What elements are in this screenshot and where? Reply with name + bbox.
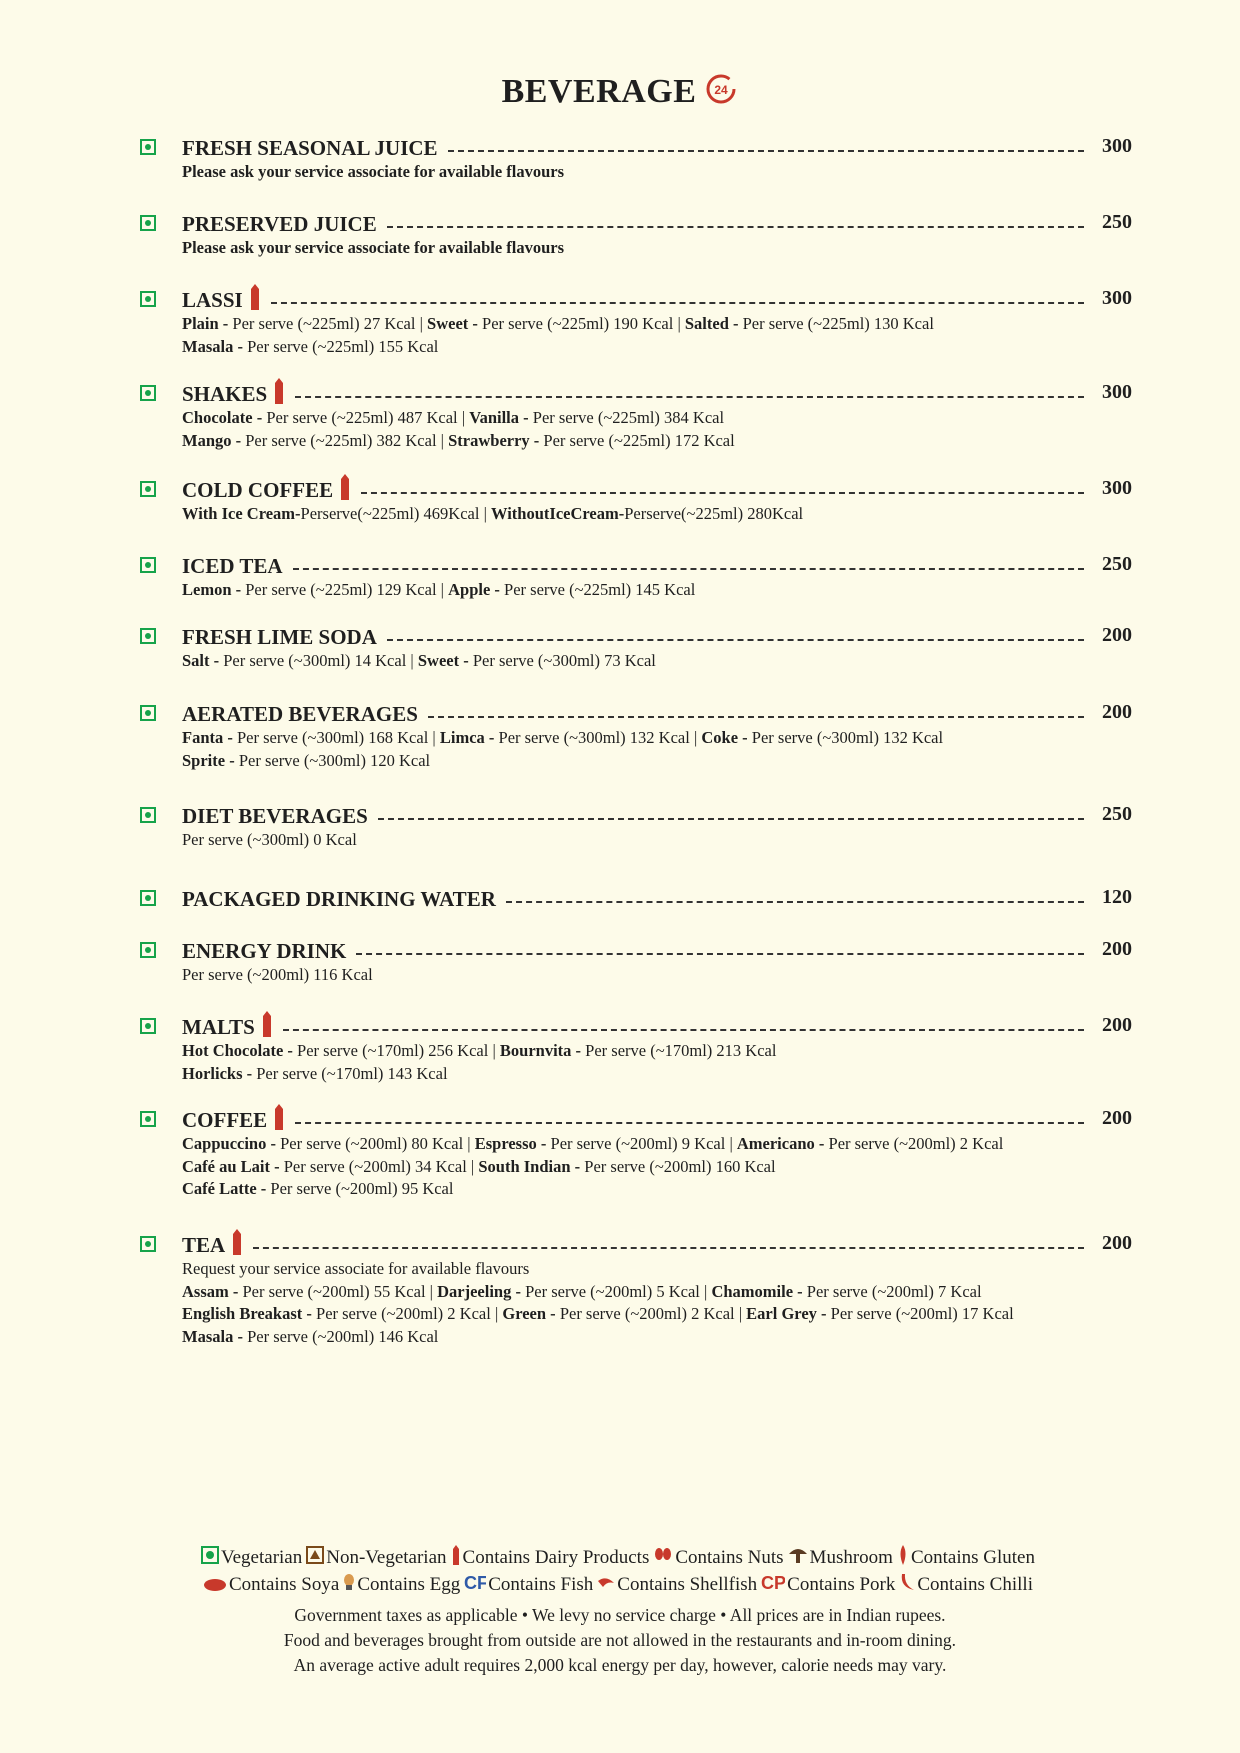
veg-icon bbox=[201, 1546, 219, 1571]
variant-label: WithoutIceCream- bbox=[491, 504, 625, 523]
nutrition-info: Per serve (~170ml) 143 Kcal bbox=[256, 1063, 448, 1083]
variant-label: Chamomile - bbox=[711, 1281, 807, 1301]
separator: | bbox=[490, 1304, 503, 1323]
item-description bbox=[182, 336, 438, 359]
leader-dots bbox=[295, 396, 1084, 398]
veg-icon bbox=[140, 1018, 156, 1034]
veg-icon bbox=[140, 942, 156, 958]
veg-icon bbox=[140, 1236, 156, 1252]
variant-label: Café Latte - bbox=[182, 1179, 271, 1198]
variant-label: Sweet - bbox=[417, 651, 473, 670]
variant-label: Salt - bbox=[182, 651, 224, 670]
item-title-row bbox=[182, 477, 1084, 503]
item-title-row bbox=[182, 938, 1084, 964]
leader-dots bbox=[378, 818, 1084, 820]
nutrition-info: Request your service associate for available flavours bbox=[182, 1259, 530, 1278]
legend-label: Vegetarian bbox=[221, 1547, 303, 1568]
nutrition-info: Per serve (~300ml) 14 Kcal bbox=[223, 651, 407, 670]
variant-label: Earl Grey - bbox=[746, 1304, 831, 1323]
separator: | bbox=[406, 651, 418, 670]
veg-icon bbox=[140, 557, 156, 573]
variant-label: Vanilla - bbox=[469, 408, 533, 427]
footer-line-kcal: An average active adult requires 2,000 kcal energy per day, however, calorie needs may vary. bbox=[293, 1655, 947, 1675]
item-name: PRESERVED JUICE bbox=[182, 211, 377, 236]
item-price: 300 bbox=[1102, 135, 1132, 157]
dairy-icon bbox=[273, 1103, 285, 1131]
item-description bbox=[182, 727, 943, 750]
variant-label: Fanta - bbox=[182, 728, 237, 747]
legend-label: Contains Dairy Products bbox=[462, 1547, 650, 1568]
page-header bbox=[0, 72, 1240, 111]
item-name: FRESH SEASONAL JUICE bbox=[182, 135, 438, 160]
item-description bbox=[182, 1258, 529, 1281]
nutrition-info: Per serve (~200ml) 95 Kcal bbox=[270, 1179, 454, 1198]
item-name: COFFEE bbox=[182, 1107, 268, 1132]
item-price: 300 bbox=[1102, 477, 1132, 499]
item-description bbox=[182, 1178, 453, 1201]
svg-text:CP: CP bbox=[761, 1573, 786, 1592]
variant-label: Café au Lait - bbox=[182, 1156, 284, 1176]
item-description bbox=[182, 1281, 982, 1304]
variant-label: Plain - bbox=[182, 314, 233, 333]
nutrition-info: Per serve (~200ml) 17 Kcal bbox=[830, 1304, 1014, 1323]
item-name: LASSI bbox=[182, 287, 243, 312]
legend-label: Contains Chilli bbox=[917, 1574, 1033, 1596]
legend-label: Contains Gluten bbox=[910, 1547, 1035, 1568]
chilli-icon bbox=[899, 1573, 915, 1598]
item-price: 120 bbox=[1102, 886, 1132, 908]
nutrition-info: Per serve (~300ml) 168 Kcal bbox=[237, 728, 429, 747]
item-description bbox=[182, 313, 934, 336]
item-price: 300 bbox=[1102, 287, 1132, 309]
item-description bbox=[182, 1156, 776, 1179]
separator: | bbox=[463, 1134, 475, 1153]
separator: | bbox=[466, 1156, 479, 1176]
item-description bbox=[182, 407, 724, 430]
variant-label: Coke - bbox=[701, 728, 752, 747]
pork-icon bbox=[761, 1573, 785, 1598]
nutrition-info: Per serve (~200ml) 34 Kcal bbox=[283, 1156, 467, 1176]
legend-row-2 bbox=[0, 1572, 1240, 1598]
nutrition-info: Perserve(~225ml) 469Kcal bbox=[300, 504, 480, 523]
variant-label: English Breakast - bbox=[182, 1304, 317, 1323]
veg-icon bbox=[140, 890, 156, 906]
badge-label: 24 bbox=[714, 83, 729, 97]
separator: | bbox=[488, 1041, 500, 1060]
24-hour-badge-icon bbox=[704, 72, 738, 111]
separator: | bbox=[457, 408, 470, 427]
soya-icon bbox=[203, 1573, 227, 1598]
nutrition-info: Per serve (~225ml) 155 Kcal bbox=[247, 336, 439, 356]
legend-label: Contains Nuts bbox=[675, 1547, 784, 1568]
veg-icon bbox=[140, 481, 156, 497]
nutrition-info: Per serve (~200ml) 116 Kcal bbox=[182, 965, 373, 984]
item-name: ICED TEA bbox=[182, 553, 283, 578]
item-price: 200 bbox=[1102, 701, 1132, 723]
variant-label: Horlicks - bbox=[182, 1063, 257, 1083]
nutrition-info: Per serve (~200ml) 7 Kcal bbox=[806, 1281, 982, 1301]
nutrition-info: Per serve (~225ml) 190 Kcal bbox=[482, 314, 674, 333]
nutrition-info: Per serve (~200ml) 2 Kcal bbox=[559, 1304, 735, 1323]
shellfish-icon bbox=[597, 1573, 615, 1598]
gluten-icon bbox=[897, 1545, 909, 1572]
veg-icon bbox=[140, 1111, 156, 1127]
separator: | bbox=[699, 1281, 712, 1301]
item-title-row bbox=[182, 287, 1084, 313]
variant-label: Salted - bbox=[684, 314, 743, 333]
veg-icon bbox=[140, 807, 156, 823]
leader-dots bbox=[293, 568, 1084, 570]
nutrition-info: Per serve (~300ml) 0 Kcal bbox=[182, 830, 357, 849]
separator: | bbox=[436, 430, 449, 450]
item-description bbox=[182, 1133, 1003, 1156]
item-name: AERATED BEVERAGES bbox=[182, 701, 418, 726]
item-name: ENERGY DRINK bbox=[182, 938, 347, 963]
separator: | bbox=[689, 728, 702, 747]
item-name: SHAKES bbox=[182, 381, 268, 406]
page-title: BEVERAGE bbox=[501, 72, 697, 110]
separator: | bbox=[428, 728, 440, 747]
leader-dots bbox=[253, 1247, 1084, 1249]
nutrition-info: Per serve (~225ml) 487 Kcal bbox=[266, 408, 458, 427]
nutrition-info: Per serve (~300ml) 73 Kcal bbox=[472, 651, 656, 670]
nutrition-info: Per serve (~225ml) 382 Kcal bbox=[245, 430, 437, 450]
legend-label: Contains Egg bbox=[357, 1574, 461, 1596]
legend-row-1 bbox=[0, 1545, 1240, 1572]
nutrition-info: Per serve (~200ml) 55 Kcal bbox=[242, 1281, 426, 1301]
dairy-icon bbox=[261, 1010, 273, 1038]
legend-label: Mushroom bbox=[809, 1547, 893, 1568]
leader-dots bbox=[387, 639, 1084, 641]
nutrition-info: Per serve (~170ml) 213 Kcal bbox=[585, 1041, 777, 1060]
separator: | bbox=[415, 314, 428, 333]
separator: | bbox=[734, 1304, 747, 1323]
legend-label: Contains Pork bbox=[787, 1574, 896, 1596]
leader-dots bbox=[295, 1122, 1084, 1124]
item-description bbox=[182, 1040, 776, 1063]
veg-icon bbox=[140, 385, 156, 401]
nutrition-info: Per serve (~170ml) 256 Kcal bbox=[297, 1041, 489, 1060]
veg-icon bbox=[140, 215, 156, 231]
item-title-row bbox=[182, 1232, 1084, 1258]
legend-label: Non-Vegetarian bbox=[326, 1547, 447, 1568]
item-title-row bbox=[182, 803, 1084, 829]
nutrition-info: Per serve (~200ml) 146 Kcal bbox=[247, 1326, 439, 1346]
veg-icon bbox=[140, 628, 156, 644]
item-price: 250 bbox=[1102, 803, 1132, 825]
nutrition-info: Per serve (~300ml) 120 Kcal bbox=[238, 750, 431, 770]
item-price: 250 bbox=[1102, 553, 1132, 575]
variant-label: Sprite - bbox=[182, 750, 239, 770]
nutrition-info: Per serve (~200ml) 5 Kcal bbox=[525, 1281, 700, 1301]
legend-label: Contains Shellfish bbox=[617, 1574, 758, 1596]
nuts-icon bbox=[653, 1546, 673, 1571]
item-name: PACKAGED DRINKING WATER bbox=[182, 886, 496, 911]
footer-notes bbox=[0, 1603, 1240, 1678]
item-description bbox=[182, 579, 695, 602]
nutrition-info: Per serve (~200ml) 9 Kcal bbox=[550, 1134, 726, 1153]
variant-label: Espresso - bbox=[474, 1134, 551, 1153]
leader-dots bbox=[387, 226, 1084, 228]
item-price: 200 bbox=[1102, 938, 1132, 960]
veg-icon bbox=[140, 139, 156, 155]
nutrition-info: Please ask your service associate for available flavours bbox=[182, 162, 565, 181]
item-description bbox=[182, 650, 656, 673]
item-description bbox=[182, 964, 373, 987]
item-title-row bbox=[182, 381, 1084, 407]
fish-icon bbox=[464, 1573, 486, 1598]
nutrition-info: Per serve (~225ml) 172 Kcal bbox=[543, 430, 735, 450]
item-title-row bbox=[182, 135, 1084, 161]
nutrition-info: Please ask your service associate for available flavours bbox=[182, 238, 565, 257]
item-name: COLD COFFEE bbox=[182, 477, 334, 502]
svg-text:CF: CF bbox=[464, 1573, 487, 1592]
item-name: MALTS bbox=[182, 1014, 255, 1039]
variant-label: Bournvita - bbox=[499, 1041, 586, 1060]
nutrition-info: Per serve (~200ml) 2 Kcal bbox=[316, 1304, 491, 1323]
item-title-row bbox=[182, 624, 1084, 650]
item-title-row bbox=[182, 553, 1084, 579]
non-veg-icon bbox=[306, 1546, 324, 1571]
variant-label: Mango - bbox=[182, 430, 246, 450]
legend-label: Contains Soya bbox=[229, 1574, 340, 1596]
variant-label: Americano - bbox=[736, 1134, 829, 1153]
leader-dots bbox=[428, 716, 1084, 718]
legend-label: Contains Fish bbox=[488, 1574, 594, 1596]
item-description bbox=[182, 237, 564, 260]
separator: | bbox=[725, 1134, 737, 1153]
leader-dots bbox=[506, 901, 1084, 903]
item-price: 200 bbox=[1102, 1232, 1132, 1254]
item-description bbox=[182, 503, 803, 526]
item-price: 200 bbox=[1102, 624, 1132, 646]
variant-label: Sweet - bbox=[427, 314, 483, 333]
nutrition-info: Per serve (~225ml) 384 Kcal bbox=[532, 408, 725, 427]
footer-line-tax: Government taxes as applicable • We levy no service charge • All prices are in Indian rupees. bbox=[294, 1605, 946, 1625]
footer-line-outside-food: Food and beverages brought from outside are not allowed in the restaurants and in-room dining. bbox=[283, 1630, 957, 1650]
veg-icon bbox=[140, 291, 156, 307]
item-name: DIET BEVERAGES bbox=[182, 803, 368, 828]
mushroom-icon bbox=[788, 1546, 808, 1571]
variant-label: Green - bbox=[502, 1304, 560, 1323]
item-price: 250 bbox=[1102, 211, 1132, 233]
nutrition-info: Perserve(~225ml) 280Kcal bbox=[624, 504, 804, 523]
dairy-icon bbox=[273, 377, 285, 405]
item-title-row bbox=[182, 1014, 1084, 1040]
variant-label: Cappuccino - bbox=[182, 1134, 281, 1153]
variant-label: Chocolate - bbox=[182, 408, 267, 427]
variant-label: Limca - bbox=[439, 728, 499, 747]
variant-label: Hot Chocolate - bbox=[182, 1041, 298, 1060]
variant-label: Apple - bbox=[448, 580, 505, 599]
nutrition-info: Per serve (~300ml) 132 Kcal bbox=[498, 728, 690, 747]
variant-label: Masala - bbox=[182, 336, 248, 356]
nutrition-info: Per serve (~200ml) 160 Kcal bbox=[584, 1156, 776, 1176]
separator: | bbox=[425, 1281, 438, 1301]
item-description bbox=[182, 1326, 438, 1349]
nutrition-info: Per serve (~300ml) 132 Kcal bbox=[751, 728, 944, 747]
item-price: 200 bbox=[1102, 1014, 1132, 1036]
leader-dots bbox=[271, 302, 1084, 304]
item-description bbox=[182, 1063, 448, 1086]
dairy-icon bbox=[451, 1545, 461, 1572]
variant-label: Strawberry - bbox=[448, 430, 544, 450]
variant-label: Lemon - bbox=[182, 580, 246, 599]
veg-icon bbox=[140, 705, 156, 721]
variant-label: Assam - bbox=[182, 1281, 243, 1301]
dairy-icon bbox=[249, 283, 261, 311]
separator: | bbox=[479, 504, 492, 523]
dairy-icon bbox=[231, 1228, 243, 1256]
item-name: FRESH LIME SODA bbox=[182, 624, 377, 649]
item-description bbox=[182, 750, 430, 773]
item-name: TEA bbox=[182, 1232, 226, 1257]
item-price: 200 bbox=[1102, 1107, 1132, 1129]
variant-label: With Ice Cream- bbox=[182, 504, 301, 523]
item-description bbox=[182, 1303, 1014, 1326]
item-title-row bbox=[182, 211, 1084, 237]
item-price: 300 bbox=[1102, 381, 1132, 403]
nutrition-info: Per serve (~225ml) 130 Kcal bbox=[742, 314, 934, 333]
variant-label: Masala - bbox=[182, 1326, 248, 1346]
item-description bbox=[182, 829, 357, 852]
nutrition-info: Per serve (~225ml) 145 Kcal bbox=[504, 580, 696, 599]
leader-dots bbox=[283, 1029, 1084, 1031]
nutrition-info: Per serve (~225ml) 129 Kcal bbox=[245, 580, 437, 599]
leader-dots bbox=[448, 150, 1084, 152]
separator: | bbox=[673, 314, 685, 333]
nutrition-info: Per serve (~200ml) 2 Kcal bbox=[828, 1134, 1004, 1153]
nutrition-info: Per serve (~200ml) 80 Kcal bbox=[280, 1134, 464, 1153]
variant-label: Darjeeling - bbox=[437, 1281, 526, 1301]
dairy-icon bbox=[339, 473, 351, 501]
egg-icon bbox=[343, 1573, 355, 1598]
legend bbox=[0, 1545, 1240, 1598]
item-description bbox=[182, 161, 564, 184]
variant-label: South Indian - bbox=[478, 1156, 585, 1176]
item-description bbox=[182, 430, 735, 453]
separator: | bbox=[436, 580, 449, 599]
item-title-row bbox=[182, 701, 1084, 727]
item-title-row bbox=[182, 886, 1084, 912]
nutrition-info: Per serve (~225ml) 27 Kcal bbox=[232, 314, 416, 333]
leader-dots bbox=[361, 492, 1084, 494]
leader-dots bbox=[356, 953, 1084, 955]
item-title-row bbox=[182, 1107, 1084, 1133]
